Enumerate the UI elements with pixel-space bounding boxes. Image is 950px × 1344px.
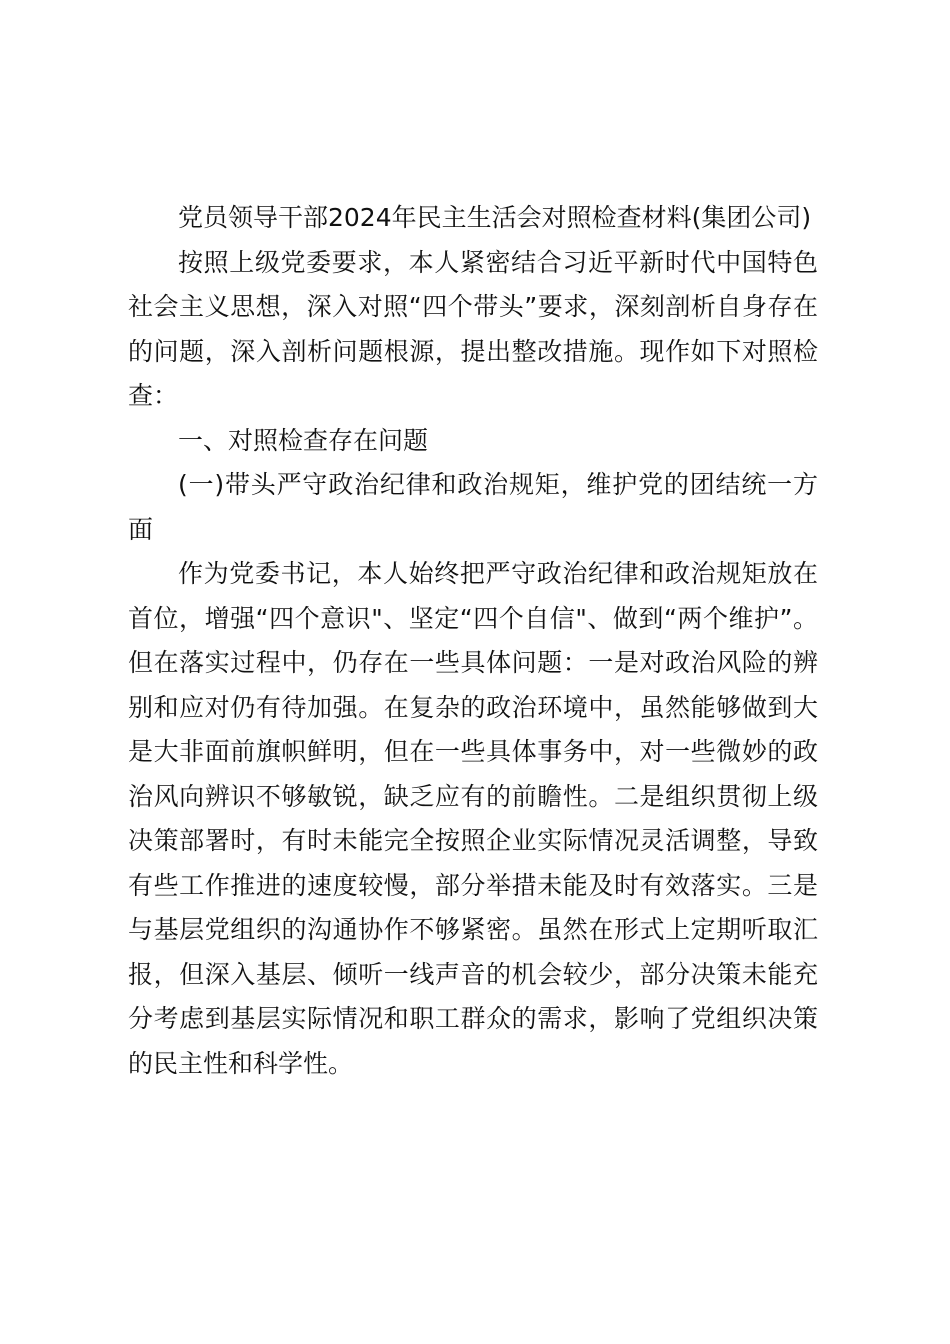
document-title: 党员领导干部2024年民主生活会对照检查材料(集团公司) — [178, 203, 812, 232]
document-body — [128, 196, 818, 1086]
subsection-heading: (一)带头严守政治纪律和政治规矩，维护党的团结统一方面 — [128, 470, 818, 544]
intro-paragraph: 按照上级党委要求，本人紧密结合习近平新时代中国特色社会主义思想，深入对照“四个带头”要求，深刻剖析自身存在的问题，深入剖析问题根源，提出整改措施。现作如下对照检查： — [128, 247, 818, 410]
body-paragraph: 作为党委书记，本人始终把严守政治纪律和政治规矩放在首位，增强“四个意识"、坚定“四个自信"、做到“两个维护”。但在落实过程中，仍存在一些具体问题：一是对政治风险的辨别和应对仍有待加强。在复杂的政治环境中，虽然能够做到大是大非面前旗帜鲜明，但在一些具体事务中，对一些微妙的政治风向辨识不够敏锐，缺乏应有的前瞻性。二是组织贯彻上级决策部署时，有时未能完全按照企业实际情况灵活调整，导致有些工作推进的速度较慢，部分举措未能及时有效落实。三是与基层党组织的沟通协作不够紧密。虽然在形式上定期听取汇报，但深入基层、倾听一线声音的机会较少，部分决策未能充分考虑到基层实际情况和职工群众的需求，影响了党组织决策的民主性和科学性。 — [128, 559, 818, 1078]
section-heading: 一、对照检查存在问题 — [178, 425, 429, 455]
